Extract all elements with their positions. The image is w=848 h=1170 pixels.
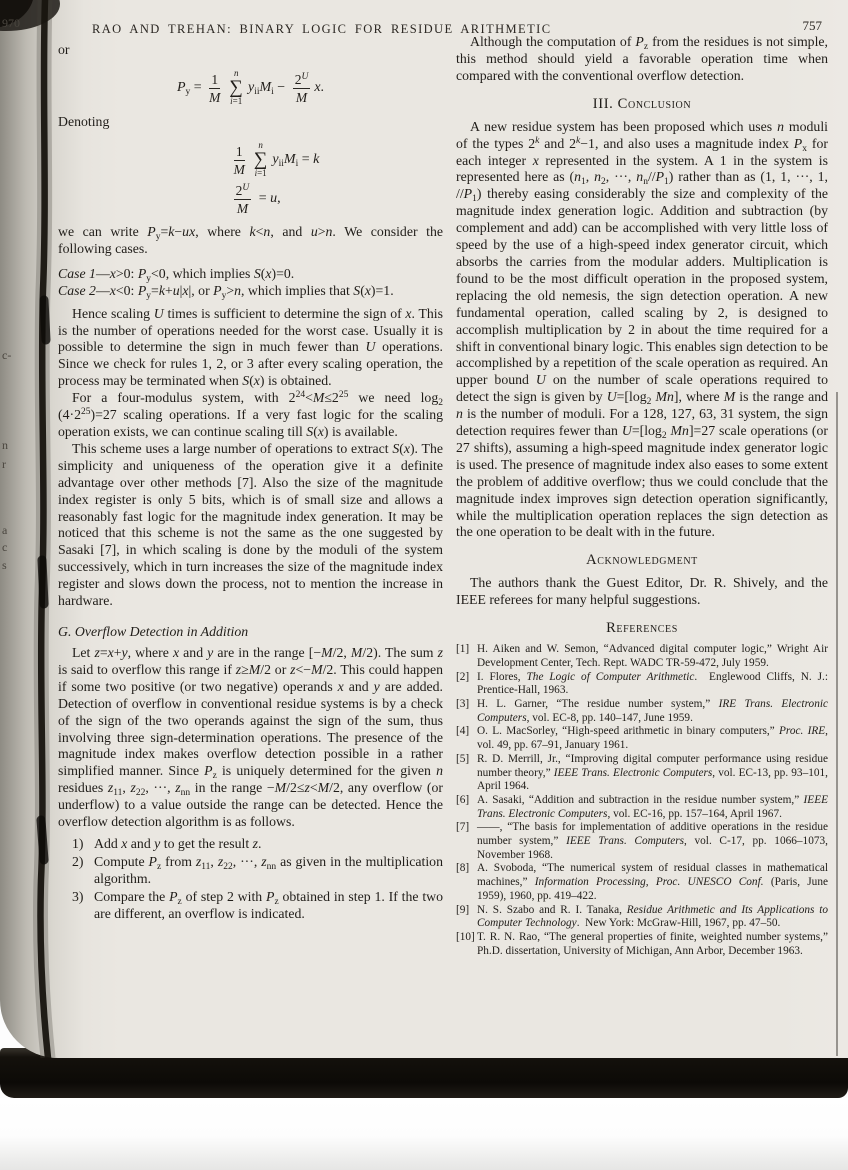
reference-text: H. Aiken and W. Semon, “Advanced digital computer logic,” Wright Air Development Center, Tech. Rept. WADC TR-59-472, July 1959.: [477, 643, 828, 669]
reference-item: [456, 753, 828, 794]
reference-item: [456, 794, 828, 821]
list-number: 3): [72, 888, 84, 904]
reference-label: [10]: [456, 930, 475, 943]
reference-item: [456, 643, 828, 670]
paragraph-conclusion: A new residue system has been proposed which uses n moduli of the types 2$^k$ and $2^k-1$, and also uses a magnitude index $P_x$ for each integer x represented in the system. A 1 in the system is represented here as ($n_1$, $n_2$, ···, $n_n//P_1$) rather than as (1, 1, ···, 1, $//P_1$) thereby easing considerably the size and complexity of the magnitude index generation logic. Addition and subtraction (by complement and add) can be accomplished with very little loss of speed by the use of a high-speed index generator circuit, which absorbs the carries from the modular adders. Multiplication is found to be the most difficult operation in the proposed system, replacing the old nemesis, the sign detection operation. A new fundamental operation, called scaling by 2, is designed to accomplish multiplication by 2 in about the time required for a shift in conventional binary logic. This enables sign detection to be accomplished by a repetition of the scale operation as required. An upper bound U on the number of scale operations required to detect the sign is given by $U=[\log_2$ Mn], where M is the range and n is the number of moduli. For a 128, 127, 63, 31 system, the sign detection requires fewer than $U=[\log_2$ Mn]=27 scale operations (or 27 shifts), assuming a high-speed magnitude index generator logic is used. The presence of magnitude index also eases to some extent the problem of additive overflow; thus we could conclude that the magnitude index improves sign detection operation significantly, while the multiplication operation replaces the sign detection as the one operation to be dealt with in the future.: [456, 118, 829, 540]
equation-py: $P_y$ = $\frac{1}{M}$ n ∑ i=1 $y_{ii}M_i$ − $\frac{2^U}{M}$ x.: [176, 67, 325, 106]
list-number: 2): [72, 853, 84, 869]
paragraph-hence: Hence scaling U times is sufficient to determine the sign of x. This is the number of operations needed for the worst case. Usually it is possible to determine the sign in much fewer than U operations. Since we check for rules 1, 2, or 3 after every scaling operation, the process may be terminated when S(x) is obtained.: [58, 305, 443, 389]
list-item: [70, 889, 443, 923]
reference-label: [8]: [456, 862, 470, 875]
margin-fragment: c: [2, 540, 8, 554]
margin-fragment: 970: [2, 16, 20, 30]
paragraph-although: Although the computation of $P_z$ from the residues is not simple, this method should yield a favorable operation time when compared with the conventional overflow detection.: [456, 34, 828, 83]
paragraph-scheme: This scheme uses a large number of operations to extract S(x). The simplicity and uniqueness of the operation give it a definite advantage over other methods [7]. Also the size of the magnitude index register is only 5 bits, which is of small size and allows a reasonably fast logic for the magnitude index generation. It may be noticed that this scheme is not the same as the one suggested by Sasaki [7], in which scaling is done by the moduli of the system successively, which in turn increases the size of the magnitude index register and slows down the process, not to mention the increase in hardware.: [58, 440, 443, 609]
reference-text: N. S. Szabo and R. I. Tanaka, Residue Arithmetic and Its Applications to Computer Technology. New York: McGraw-Hill, 1967, pp. 47–50.: [477, 903, 829, 930]
margin-fragment: r: [2, 457, 6, 471]
page-edge-line: [836, 392, 838, 1056]
case-list: [58, 266, 443, 300]
paragraph-four-modulus: For a four-modulus system, with $2^{24}<M\le 2^{25}$ we need $\log_2 (4\cdot 2^{25})=27$ scaling operations. If a very fast logic for the scaling operation exists, we can continue scaling till S(x) is available.: [58, 390, 443, 439]
paragraph-wecan: we can write $P_y=k-ux$, where k<n, and u>n. We consider the following cases.: [58, 224, 443, 256]
heading-acknowledgment: Acknowledgment: [586, 552, 698, 569]
paragraph-acknowledgment: The authors thank the Guest Editor, Dr. R. Shively, and the IEEE referees for many helpful suggestions.: [456, 575, 828, 608]
reference-text: H. L. Garner, “The residue number system,” IRE Trans. Electronic Computers, vol. EC-8, pp. 140–147, June 1959.: [477, 698, 828, 724]
reference-text: A. Svoboda, “The numerical system of residual classes in mathematical machines,” Information Processing, Proc. UNESCO Conf. (Paris, June 1959), 1960, pp. 419–422.: [477, 862, 828, 902]
reference-item: [456, 698, 828, 725]
reference-label: [5]: [456, 752, 470, 765]
reference-item: [456, 821, 828, 862]
reference-item: [456, 671, 828, 698]
page-number: 757: [802, 18, 822, 33]
overflow-algorithm-steps: [70, 836, 443, 923]
reference-item: [456, 725, 828, 752]
case-2: Case 2—x<0: $P_y=k+u|x|$, or $P_y>n$, which implies that S(x)=1.: [58, 282, 394, 301]
reference-list: [456, 643, 828, 958]
list-item: [70, 836, 443, 853]
reference-label: [6]: [456, 793, 470, 806]
right-column: [456, 34, 828, 958]
reference-label: [1]: [456, 643, 470, 656]
list-item: [70, 854, 443, 888]
running-head: RAO AND TREHAN: BINARY LOGIC FOR RESIDUE ARITHMETIC: [92, 22, 552, 36]
list-number: 1): [72, 835, 84, 851]
reference-item: [456, 904, 828, 931]
reference-text: ——, “The basis for implementation of additive operations in the residue number system,” IEEE Trans. Computers, vol. C-17, pp. 1066–1073, November 1968.: [477, 821, 828, 861]
list-text: Add x and y to get the result z.: [94, 835, 262, 851]
reference-label: [4]: [456, 725, 470, 738]
reference-item: [456, 931, 828, 958]
reference-label: [7]: [456, 821, 470, 834]
heading-conclusion: III. Conclusion: [592, 95, 692, 112]
margin-fragment: a: [2, 523, 8, 537]
reference-label: [3]: [456, 698, 470, 710]
margin-fragment: n: [2, 438, 8, 452]
reference-item: [456, 862, 828, 903]
case-1: Case 1—x>0: $P_y<0$, which implies S(x)=0.: [58, 265, 295, 284]
or-connector: or: [58, 42, 70, 57]
equation-k: $\frac{1}{M}$ n ∑ i=1 $y_{ii}M_i = k$: [233, 139, 320, 178]
heading-references: References: [606, 620, 678, 637]
reference-text: A. Sasaki, “Addition and subtraction in the residue number system,” IEEE Trans. Electronic Computers, vol. EC-16, pp. 157–164, April 1967.: [477, 793, 828, 820]
equation-u: $\frac{2^U}{M}$ = u,: [235, 182, 281, 216]
equation-block-denoting: [230, 141, 320, 216]
left-column: [58, 42, 443, 923]
reference-text: O. L. MacSorley, “High-speed arithmetic in binary computers,” Proc. IRE, vol. 49, pp. 67–91, January 1961.: [477, 725, 828, 752]
reference-text: I. Flores, The Logic of Computer Arithmetic. Englewood Cliffs, N. J.: Prentice-Hall, 1963.: [477, 670, 828, 697]
reference-text: R. D. Merrill, Jr., “Improving digital computer performance using residue number theory,” IEEE Trans. Electronic Computers, vol. EC-13, pp. 93–101, April 1964.: [477, 752, 828, 793]
margin-fragment: c-: [2, 348, 12, 362]
paragraph-let: Let z=x+y, where x and y are in the range [−M/2, M/2). The sum z is said to overflow this range if z≥M/2 or z<−M/2. This could happen if some two positive (or two negative) operands x and y are added. Detection of overflow in conventional residue systems is by a check of the sign of the two operands against the sign of the sum, thus involving three sign-determination operations. The presence of the magnitude index makes overflow detection possible in a rather simplified manner. Since $P_z$ is uniquely determined for the given n residues $z_{11}$, $z_{22}$, ···, $z_{nn}$ in the range −M/2≤z<M/2, any overflow (or underflow) to a value outside the range can be detected. Hence the overflow detection algorithm is as follows.: [58, 644, 444, 830]
scanner-background: [0, 1098, 848, 1170]
reference-label: [9]: [456, 903, 470, 916]
denoting-label: Denoting: [58, 113, 110, 129]
reference-label: [2]: [456, 670, 470, 683]
list-text: Compute $P_z$ from $z_{11}$, $z_{22}$, ···, $z_{nn}$ as given in the multiplication algorithm.: [94, 853, 443, 886]
list-text: Compare the $P_z$ of step 2 with $P_z$ obtained in step 1. If the two are different, an overflow is indicated.: [94, 888, 444, 921]
reference-text: T. R. N. Rao, “The general properties of finite, weighted number systems,” Ph.D. dissertation, University of Michigan, Ann Arbor, December 1963.: [477, 930, 828, 957]
section-heading-g: G. Overflow Detection in Addition: [58, 623, 249, 639]
margin-fragment: s: [2, 558, 7, 572]
